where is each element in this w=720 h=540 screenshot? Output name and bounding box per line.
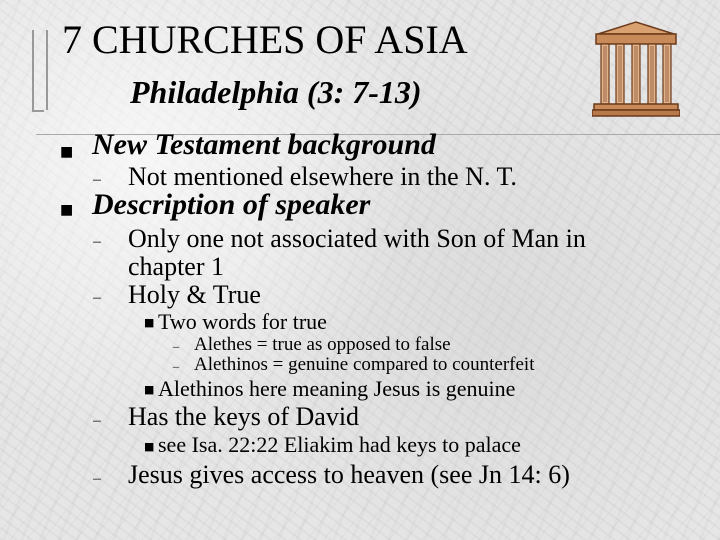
- dash-bullet-icon: –: [92, 408, 102, 432]
- bullet-access: Jesus gives access to heaven (see Jn 14: 6): [128, 460, 570, 489]
- dash-bullet-icon: –: [92, 466, 102, 490]
- dash-bullet-icon: –: [92, 229, 102, 253]
- square-bullet-icon: ■: [144, 440, 155, 453]
- bullet-description: Description of speaker: [92, 188, 371, 221]
- square-bullet-icon: ■: [144, 316, 155, 329]
- square-bullet-icon: ■: [60, 144, 74, 160]
- slide-title: 7 CHURCHES OF ASIA: [62, 17, 468, 62]
- slide-subtitle: Philadelphia (3: 7-13): [130, 74, 422, 110]
- temple-columns-icon: [592, 18, 680, 118]
- bullet-alethinos-here: Alethinos here meaning Jesus is genuine: [158, 376, 516, 401]
- bullet-holy-true: Holy & True: [128, 280, 261, 309]
- bullet-alethinos: Alethinos = genuine compared to counterfeit: [194, 354, 535, 375]
- bullet-keys: Has the keys of David: [128, 402, 360, 431]
- bullet-not-mentioned: Not mentioned elsewhere in the N. T.: [128, 162, 517, 191]
- left-frame-accent: [32, 30, 48, 110]
- dash-bullet-icon: –: [92, 285, 102, 309]
- left-frame-accent-base: [32, 110, 44, 112]
- bullet-alethes: Alethes = true as opposed to false: [194, 334, 451, 355]
- bullet-only-one: Only one not associated with Son of Man in: [128, 224, 586, 253]
- bullet-only-one-cont: chapter 1: [128, 252, 225, 281]
- square-bullet-icon: ■: [60, 202, 74, 218]
- dash-bullet-icon: –: [172, 337, 180, 356]
- bullet-nt-background: New Testament background: [92, 128, 436, 161]
- dash-bullet-icon: –: [172, 357, 180, 376]
- bullet-two-words: Two words for true: [158, 309, 327, 334]
- bullet-see-isa: see Isa. 22:22 Eliakim had keys to palace: [158, 432, 521, 457]
- dash-bullet-icon: –: [92, 167, 102, 191]
- square-bullet-icon: ■: [144, 383, 155, 396]
